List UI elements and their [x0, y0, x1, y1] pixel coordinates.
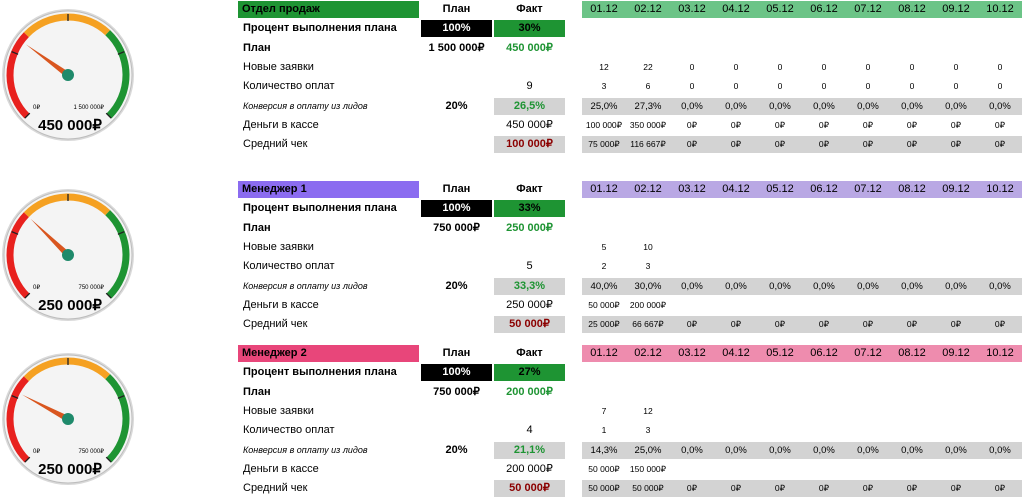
daily-cell-conv: 25,0%: [634, 444, 662, 456]
fact-value-cash: 250 000₽: [506, 298, 553, 311]
daily-cell-conv: 0,0%: [901, 100, 923, 112]
row-label-conversion: Конверсия в оплату из лидов: [243, 280, 368, 291]
plan-value-percent: 100%: [421, 200, 492, 217]
daily-cell-cash: 0₽: [950, 119, 962, 130]
gauge-hub: [62, 413, 74, 425]
daily-cell-cash: [802, 297, 846, 314]
daily-cell-cash: [934, 461, 978, 478]
daily-cell-cash: 350 000₽: [629, 119, 667, 130]
daily-cell-avg: 0₽: [686, 483, 698, 494]
daily-cell-avg: 0₽: [730, 483, 742, 494]
row-label-leads: Новые заявки: [243, 60, 314, 73]
day-header-cell: 05.12: [766, 3, 794, 15]
daily-cell-payments: [978, 422, 1022, 439]
plan-value-percent: 100%: [421, 20, 492, 37]
speedometer-gauge: [0, 0, 140, 150]
daily-cell-avg: 0₽: [818, 319, 830, 330]
fact-value-conversion: 26,5%: [494, 98, 565, 115]
daily-cell-cash: [714, 461, 758, 478]
row-label-payments: Количество оплат: [243, 260, 335, 273]
daily-cell-avg: 0₽: [862, 139, 874, 150]
daily-cell-leads: 0: [953, 61, 959, 72]
daily-cell-payments: 3: [601, 81, 607, 92]
daily-cell-payments: 2: [601, 261, 607, 272]
row-label-payments: Количество оплат: [243, 80, 335, 93]
daily-cell-conv: 0,0%: [989, 100, 1011, 112]
daily-cell-cash: 0₽: [994, 119, 1006, 130]
daily-cell-leads: [846, 239, 890, 256]
day-header-cell: 04.12: [722, 183, 750, 195]
daily-cell-cash: 50 000₽: [588, 299, 620, 310]
day-header-cell: 01.12: [590, 183, 618, 195]
daily-cell-conv: 0,0%: [901, 444, 923, 456]
dashboard-block: [0, 0, 1024, 150]
plan-value-plan: 750 000₽: [433, 221, 480, 234]
daily-cell-cash: [846, 461, 890, 478]
fact-column-header: Факт: [516, 183, 543, 195]
daily-cell-leads: 12: [643, 405, 653, 416]
daily-cell-payments: [714, 258, 758, 275]
daily-cell-payments: [934, 422, 978, 439]
daily-row-conv: [582, 442, 1022, 459]
gauge-hub: [62, 69, 74, 81]
row-label-cash: Деньги в кассе: [243, 462, 319, 475]
daily-cell-cash: [670, 297, 714, 314]
daily-cell-leads: 0: [777, 61, 783, 72]
plan-value-plan: 750 000₽: [433, 385, 480, 398]
daily-cell-leads: [758, 403, 802, 420]
daily-cell-avg: 0₽: [994, 139, 1006, 150]
fact-value-payments: 4: [526, 424, 533, 437]
daily-cell-leads: [934, 403, 978, 420]
daily-cell-cash: 0₽: [686, 119, 698, 130]
day-header-cell: 10.12: [986, 183, 1014, 195]
plan-value-plan: 1 500 000₽: [428, 41, 485, 54]
daily-cell-conv: 27,3%: [634, 100, 662, 112]
daily-cell-payments: 0: [909, 81, 915, 92]
daily-cell-conv: 0,0%: [857, 100, 879, 112]
fact-value-percent: 27%: [494, 364, 565, 381]
daily-cell-conv: 0,0%: [901, 280, 923, 292]
row-label-payments: Количество оплат: [243, 424, 335, 437]
daily-cell-conv: 0,0%: [989, 444, 1011, 456]
daily-cell-conv: 0,0%: [945, 444, 967, 456]
daily-cell-payments: 0: [821, 81, 827, 92]
daily-cell-avg: 116 667₽: [630, 139, 666, 150]
row-label-conversion: Конверсия в оплату из лидов: [243, 100, 368, 111]
daily-cell-leads: 7: [601, 405, 607, 416]
day-header-cell: 02.12: [634, 3, 662, 15]
daily-cell-payments: 3: [645, 425, 651, 436]
daily-cell-avg: 0₽: [818, 139, 830, 150]
daily-cell-leads: [890, 403, 934, 420]
day-header-cell: 08.12: [898, 3, 926, 15]
dashboard-block: [0, 180, 1024, 330]
daily-cell-leads: [758, 239, 802, 256]
daily-cell-payments: 6: [645, 81, 651, 92]
daily-cell-avg: 0₽: [774, 319, 786, 330]
daily-cell-avg: 0₽: [686, 319, 698, 330]
daily-cell-conv: 0,0%: [769, 280, 791, 292]
daily-row-cash: [582, 297, 1022, 314]
row-label-percent: Процент выполнения плана: [243, 202, 397, 215]
daily-cell-conv: 0,0%: [857, 280, 879, 292]
daily-cell-conv: 0,0%: [945, 280, 967, 292]
daily-cell-payments: [846, 422, 890, 439]
day-header-cell: 06.12: [810, 3, 838, 15]
fact-value-avg-check: 50 000₽: [494, 316, 565, 333]
daily-row-conv: [582, 98, 1022, 115]
daily-cell-leads: [934, 239, 978, 256]
daily-cell-payments: [670, 422, 714, 439]
daily-cell-cash: 50 000₽: [588, 463, 620, 474]
daily-cell-leads: 12: [599, 61, 609, 72]
daily-cell-cash: 0₽: [818, 119, 830, 130]
fact-value-cash: 450 000₽: [506, 118, 553, 131]
fact-value-avg-check: 100 000₽: [494, 136, 565, 153]
row-label-leads: Новые заявки: [243, 404, 314, 417]
fact-value-conversion: 33,3%: [494, 278, 565, 295]
fact-value-plan: 200 000₽: [506, 385, 553, 398]
plan-value-conversion: 20%: [445, 279, 468, 292]
row-label-leads: Новые заявки: [243, 240, 314, 253]
daily-cell-leads: 0: [997, 61, 1003, 72]
daily-cell-avg: 50 000₽: [588, 483, 620, 494]
fact-value-percent: 30%: [494, 20, 565, 37]
daily-row-avg: [582, 136, 1022, 153]
day-header-cell: 07.12: [854, 183, 882, 195]
daily-cell-cash: [714, 297, 758, 314]
days-header: [582, 181, 1022, 198]
row-label-cash: Деньги в кассе: [243, 118, 319, 131]
daily-cell-leads: [802, 239, 846, 256]
dashboard-block: [0, 344, 1024, 494]
daily-cell-cash: [890, 461, 934, 478]
gauge-min-label: 0₽: [33, 105, 41, 111]
daily-cell-leads: [670, 239, 714, 256]
daily-cell-avg: 0₽: [818, 483, 830, 494]
daily-row-leads: [582, 403, 1022, 420]
daily-cell-leads: [802, 403, 846, 420]
daily-cell-avg: 0₽: [994, 483, 1006, 494]
block-title: Менеджер 1: [238, 181, 419, 198]
day-header-cell: 01.12: [590, 3, 618, 15]
daily-cell-cash: [758, 297, 802, 314]
daily-cell-leads: [846, 403, 890, 420]
daily-cell-leads: 10: [643, 241, 653, 252]
row-label-plan: План: [243, 41, 271, 54]
row-label-conversion: Конверсия в оплату из лидов: [243, 444, 368, 455]
daily-cell-payments: 0: [865, 81, 871, 92]
days-header: [582, 345, 1022, 362]
day-header-cell: 06.12: [810, 183, 838, 195]
day-header-cell: 04.12: [722, 3, 750, 15]
daily-cell-cash: 100 000₽: [585, 119, 623, 130]
day-header-cell: 09.12: [942, 347, 970, 359]
daily-cell-payments: 0: [777, 81, 783, 92]
row-label-cash: Деньги в кассе: [243, 298, 319, 311]
day-header-cell: 04.12: [722, 347, 750, 359]
day-header-cell: 02.12: [634, 183, 662, 195]
day-header-cell: 03.12: [678, 3, 706, 15]
daily-cell-avg: 0₽: [950, 139, 962, 150]
day-header-cell: 02.12: [634, 347, 662, 359]
daily-row-leads: [582, 59, 1022, 76]
day-header-cell: 09.12: [942, 183, 970, 195]
row-label-plan: План: [243, 385, 271, 398]
day-header-cell: 01.12: [590, 347, 618, 359]
daily-cell-avg: 0₽: [730, 319, 742, 330]
block-title: Менеджер 2: [238, 345, 419, 362]
daily-cell-payments: 1: [601, 425, 607, 436]
row-label-avg-check: Средний чек: [243, 318, 308, 331]
row-label-percent: Процент выполнения плана: [243, 22, 397, 35]
fact-value-conversion: 21,1%: [494, 442, 565, 459]
daily-cell-conv: 0,0%: [769, 444, 791, 456]
daily-cell-payments: [670, 258, 714, 275]
daily-cell-avg: 0₽: [906, 139, 918, 150]
gauge-min-label: 0₽: [33, 285, 41, 291]
daily-row-avg: [582, 316, 1022, 333]
daily-cell-conv: 0,0%: [945, 100, 967, 112]
block-title: Отдел продаж: [238, 1, 419, 18]
speedometer-gauge: [0, 344, 140, 494]
fact-value-payments: 9: [526, 80, 533, 93]
gauge-max-label: 1 500 000₽: [73, 105, 104, 111]
plan-column-header: План: [442, 3, 471, 15]
daily-cell-cash: [670, 461, 714, 478]
daily-cell-conv: 14,3%: [590, 444, 618, 456]
daily-cell-cash: [802, 461, 846, 478]
row-label-percent: Процент выполнения плана: [243, 366, 397, 379]
daily-cell-payments: [714, 422, 758, 439]
day-header-cell: 09.12: [942, 3, 970, 15]
fact-column-header: Факт: [516, 3, 543, 15]
daily-cell-avg: 0₽: [906, 319, 918, 330]
daily-row-conv: [582, 278, 1022, 295]
daily-cell-avg: 0₽: [994, 319, 1006, 330]
daily-cell-conv: 0,0%: [813, 444, 835, 456]
daily-cell-conv: 0,0%: [769, 100, 791, 112]
daily-cell-cash: [758, 461, 802, 478]
plan-value-conversion: 20%: [445, 99, 468, 112]
daily-cell-leads: 0: [733, 61, 739, 72]
row-label-avg-check: Средний чек: [243, 482, 308, 495]
daily-cell-leads: 0: [909, 61, 915, 72]
daily-cell-conv: 0,0%: [681, 444, 703, 456]
daily-cell-payments: [978, 258, 1022, 275]
row-label-avg-check: Средний чек: [243, 138, 308, 151]
daily-cell-cash: [978, 461, 1022, 478]
daily-cell-conv: 0,0%: [681, 100, 703, 112]
daily-cell-cash: 150 000₽: [629, 463, 667, 474]
daily-cell-avg: 0₽: [686, 139, 698, 150]
day-header-cell: 06.12: [810, 347, 838, 359]
daily-cell-leads: 22: [643, 61, 653, 72]
daily-cell-payments: 0: [953, 81, 959, 92]
days-header: [582, 1, 1022, 18]
daily-cell-conv: 30,0%: [634, 280, 662, 292]
gauge-hub: [62, 249, 74, 261]
daily-cell-conv: 0,0%: [857, 444, 879, 456]
day-header-cell: 08.12: [898, 347, 926, 359]
daily-cell-payments: [758, 422, 802, 439]
daily-cell-avg: 50 000₽: [632, 483, 664, 494]
daily-row-payments: [582, 422, 1022, 439]
day-header-cell: 07.12: [854, 3, 882, 15]
daily-cell-leads: 0: [689, 61, 695, 72]
fact-value-plan: 250 000₽: [506, 221, 553, 234]
daily-cell-payments: [846, 258, 890, 275]
fact-value-percent: 33%: [494, 200, 565, 217]
daily-row-cash: [582, 461, 1022, 478]
daily-cell-cash: [846, 297, 890, 314]
fact-value-payments: 5: [526, 260, 533, 273]
daily-cell-payments: [802, 258, 846, 275]
plan-value-percent: 100%: [421, 364, 492, 381]
daily-cell-conv: 0,0%: [813, 100, 835, 112]
row-label-plan: План: [243, 221, 271, 234]
daily-cell-payments: [934, 258, 978, 275]
gauge-value: 250 000₽: [38, 461, 102, 478]
daily-cell-payments: 0: [689, 81, 695, 92]
daily-cell-avg: 0₽: [862, 319, 874, 330]
daily-cell-leads: [978, 403, 1022, 420]
daily-cell-avg: 0₽: [950, 319, 962, 330]
plan-value-conversion: 20%: [445, 443, 468, 456]
daily-cell-avg: 0₽: [862, 483, 874, 494]
gauge-value: 250 000₽: [38, 297, 102, 314]
daily-row-payments: [582, 78, 1022, 95]
plan-column-header: План: [442, 347, 471, 359]
daily-cell-payments: [890, 422, 934, 439]
speedometer-gauge: [0, 180, 140, 330]
daily-cell-leads: [890, 239, 934, 256]
day-header-cell: 05.12: [766, 347, 794, 359]
daily-cell-avg: 25 000₽: [588, 319, 620, 330]
day-header-cell: 05.12: [766, 183, 794, 195]
gauge-max-label: 750 000₽: [78, 285, 104, 291]
daily-cell-payments: [890, 258, 934, 275]
daily-cell-leads: [978, 239, 1022, 256]
daily-cell-avg: 0₽: [730, 139, 742, 150]
daily-cell-payments: 0: [997, 81, 1003, 92]
daily-cell-avg: 0₽: [774, 139, 786, 150]
daily-cell-cash: 0₽: [730, 119, 742, 130]
daily-cell-payments: 3: [645, 261, 651, 272]
day-header-cell: 10.12: [986, 347, 1014, 359]
daily-cell-conv: 0,0%: [725, 444, 747, 456]
daily-cell-conv: 0,0%: [989, 280, 1011, 292]
gauge-max-label: 750 000₽: [78, 449, 104, 455]
daily-cell-conv: 25,0%: [590, 100, 618, 112]
day-header-cell: 08.12: [898, 183, 926, 195]
daily-cell-cash: 0₽: [862, 119, 874, 130]
daily-cell-conv: 40,0%: [590, 280, 618, 292]
daily-cell-conv: 0,0%: [725, 280, 747, 292]
fact-value-cash: 200 000₽: [506, 462, 553, 475]
daily-cell-cash: [890, 297, 934, 314]
fact-value-plan: 450 000₽: [506, 41, 553, 54]
day-header-cell: 07.12: [854, 347, 882, 359]
daily-cell-conv: 0,0%: [681, 280, 703, 292]
daily-cell-avg: 75 000₽: [588, 139, 620, 150]
daily-cell-payments: [802, 422, 846, 439]
daily-cell-cash: [978, 297, 1022, 314]
daily-cell-leads: [714, 239, 758, 256]
daily-cell-cash: 0₽: [906, 119, 918, 130]
gauge-min-label: 0₽: [33, 449, 41, 455]
daily-cell-avg: 0₽: [906, 483, 918, 494]
fact-value-avg-check: 50 000₽: [494, 480, 565, 497]
daily-cell-avg: 0₽: [774, 483, 786, 494]
daily-cell-leads: 0: [865, 61, 871, 72]
daily-cell-leads: 5: [601, 241, 607, 252]
daily-cell-leads: [670, 403, 714, 420]
plan-column-header: План: [442, 183, 471, 195]
day-header-cell: 10.12: [986, 3, 1014, 15]
daily-cell-cash: 0₽: [774, 119, 786, 130]
daily-row-cash: [582, 117, 1022, 134]
daily-cell-payments: 0: [733, 81, 739, 92]
gauge-value: 450 000₽: [38, 117, 102, 134]
daily-row-leads: [582, 239, 1022, 256]
day-header-cell: 03.12: [678, 347, 706, 359]
fact-column-header: Факт: [516, 347, 543, 359]
daily-cell-cash: 200 000₽: [629, 299, 667, 310]
daily-cell-leads: [714, 403, 758, 420]
daily-cell-avg: 66 667₽: [632, 319, 664, 330]
daily-cell-conv: 0,0%: [813, 280, 835, 292]
daily-row-payments: [582, 258, 1022, 275]
daily-cell-conv: 0,0%: [725, 100, 747, 112]
day-header-cell: 03.12: [678, 183, 706, 195]
daily-cell-cash: [934, 297, 978, 314]
daily-cell-payments: [758, 258, 802, 275]
daily-cell-avg: 0₽: [950, 483, 962, 494]
daily-cell-leads: 0: [821, 61, 827, 72]
